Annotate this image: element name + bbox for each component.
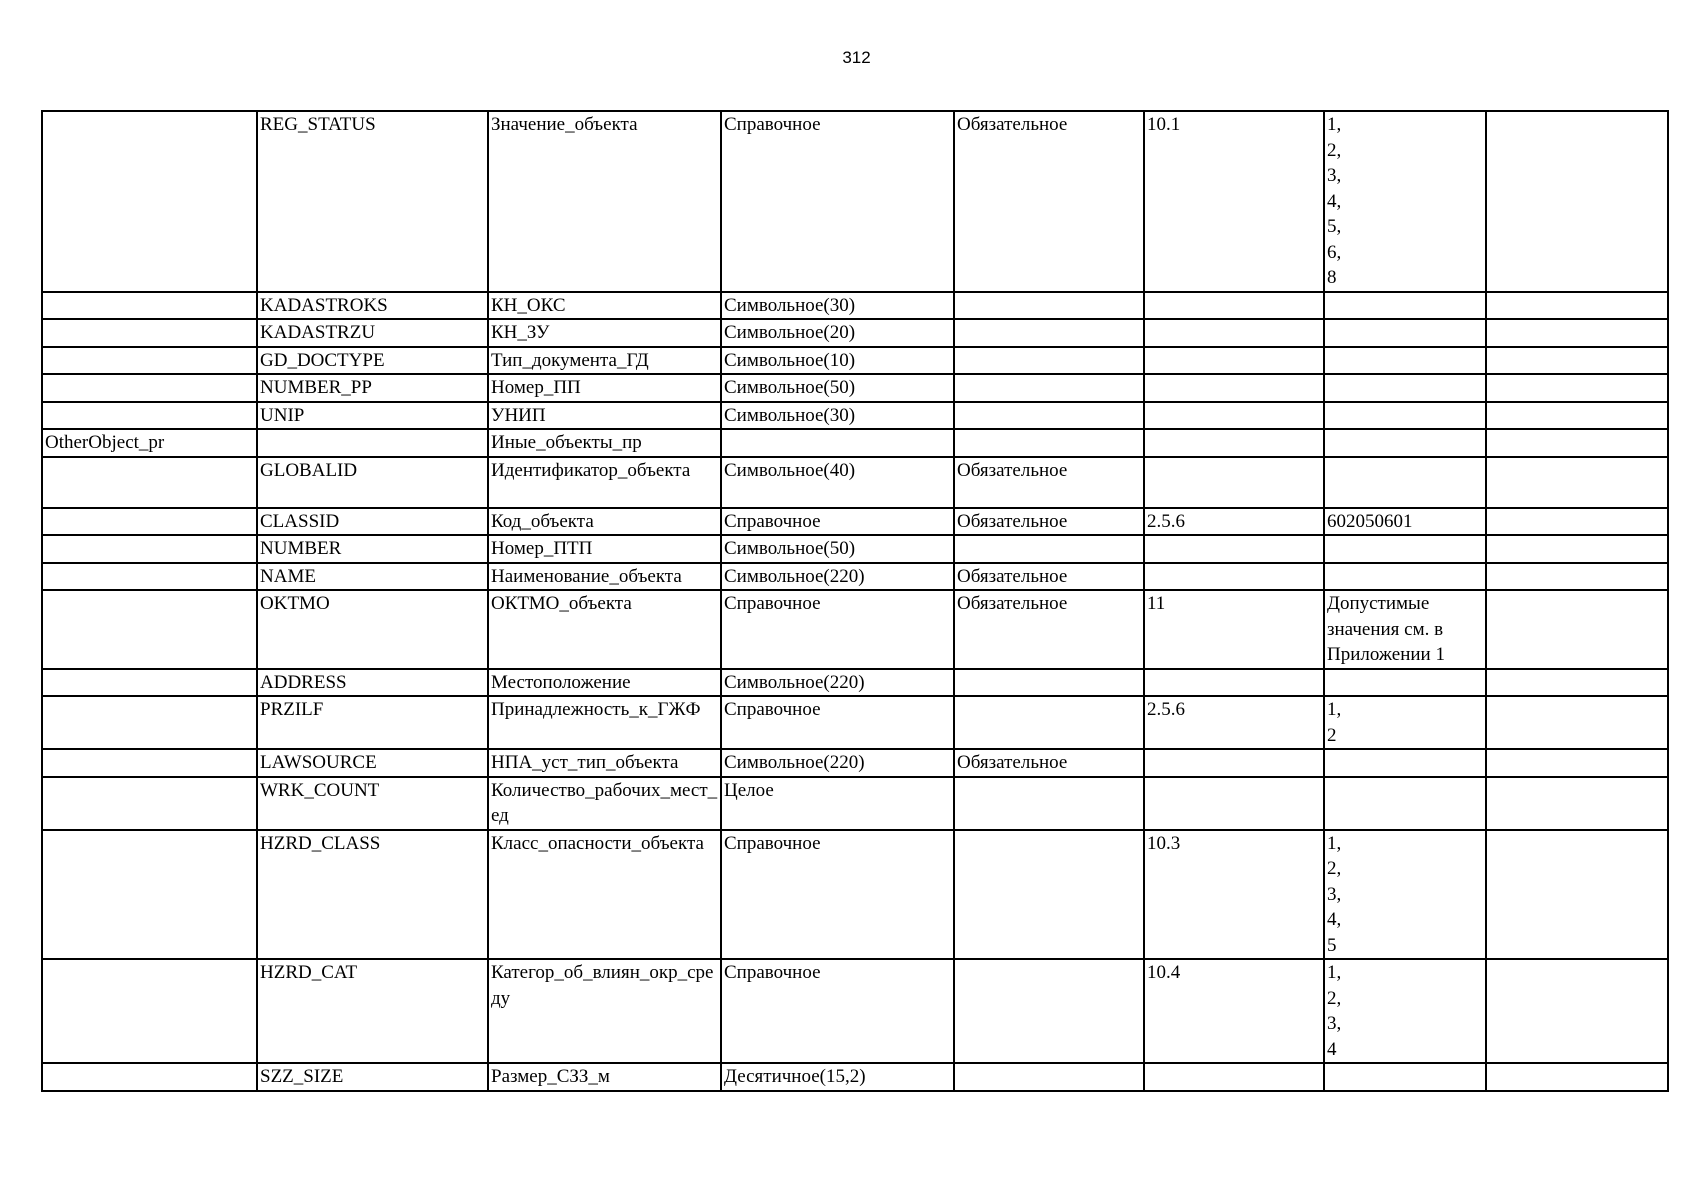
- obligation-cell: [954, 1063, 1144, 1091]
- table-row: [42, 535, 1668, 563]
- obligation-cell: [954, 696, 1144, 749]
- data-type-cell: Символьное(220): [721, 669, 954, 697]
- table-row: [42, 959, 1668, 1063]
- attribute-code-cell: REG_STATUS: [257, 111, 488, 292]
- attribute-code-cell: ADDRESS: [257, 669, 488, 697]
- attribute-code-cell: OKTMO: [257, 590, 488, 669]
- table-row: [42, 749, 1668, 777]
- attribute-name-cell: Местоположение: [488, 669, 721, 697]
- class-cell: OtherObject_pr: [42, 429, 257, 457]
- values-cell: Допустимые значения см. в Приложении 1: [1324, 590, 1486, 669]
- table-row: [42, 830, 1668, 960]
- note-cell: [1486, 777, 1668, 830]
- attribute-name-cell: ОКТМО_объекта: [488, 590, 721, 669]
- attribute-code-cell: GD_DOCTYPE: [257, 347, 488, 375]
- obligation-cell: [954, 347, 1144, 375]
- reference-cell: [1144, 457, 1324, 508]
- obligation-cell: [954, 669, 1144, 697]
- class-cell: [42, 457, 257, 508]
- attribute-code-cell: CLASSID: [257, 508, 488, 536]
- attribute-code-cell: GLOBALID: [257, 457, 488, 508]
- attribute-code-cell: HZRD_CLASS: [257, 830, 488, 960]
- obligation-cell: Обязательное: [954, 508, 1144, 536]
- table-row: [42, 402, 1668, 430]
- attribute-code-cell: SZZ_SIZE: [257, 1063, 488, 1091]
- obligation-cell: Обязательное: [954, 749, 1144, 777]
- note-cell: [1486, 319, 1668, 347]
- values-cell: 1, 2: [1324, 696, 1486, 749]
- class-cell: [42, 749, 257, 777]
- class-cell: [42, 111, 257, 292]
- class-cell: [42, 347, 257, 375]
- class-cell: [42, 374, 257, 402]
- table-row: [42, 457, 1668, 508]
- reference-cell: [1144, 777, 1324, 830]
- class-cell: [42, 590, 257, 669]
- note-cell: [1486, 429, 1668, 457]
- obligation-cell: [954, 777, 1144, 830]
- attribute-name-cell: НПА_уст_тип_объекта: [488, 749, 721, 777]
- data-type-cell: Справочное: [721, 508, 954, 536]
- attribute-code-cell: NUMBER_PP: [257, 374, 488, 402]
- attribute-code-cell: [257, 429, 488, 457]
- note-cell: [1486, 535, 1668, 563]
- reference-cell: [1144, 319, 1324, 347]
- attribute-name-cell: Класс_опасности_объекта: [488, 830, 721, 960]
- data-type-cell: Справочное: [721, 111, 954, 292]
- data-type-cell: Символьное(10): [721, 347, 954, 375]
- values-cell: [1324, 563, 1486, 591]
- note-cell: [1486, 959, 1668, 1063]
- obligation-cell: Обязательное: [954, 111, 1144, 292]
- class-cell: [42, 508, 257, 536]
- class-cell: [42, 1063, 257, 1091]
- reference-cell: [1144, 563, 1324, 591]
- reference-cell: [1144, 402, 1324, 430]
- note-cell: [1486, 374, 1668, 402]
- values-cell: [1324, 535, 1486, 563]
- values-cell: 1, 2, 3, 4, 5: [1324, 830, 1486, 960]
- values-cell: [1324, 347, 1486, 375]
- attribute-name-cell: Категор_об_влиян_окр_среду: [488, 959, 721, 1063]
- attribute-name-cell: Значение_объекта: [488, 111, 721, 292]
- attribute-code-cell: NUMBER: [257, 535, 488, 563]
- data-type-cell: Символьное(30): [721, 402, 954, 430]
- data-type-cell: Символьное(30): [721, 292, 954, 320]
- note-cell: [1486, 830, 1668, 960]
- reference-cell: 10.1: [1144, 111, 1324, 292]
- data-type-cell: Символьное(220): [721, 563, 954, 591]
- attribute-name-cell: Идентификатор_объекта: [488, 457, 721, 508]
- table-row: [42, 508, 1668, 536]
- attribute-code-cell: PRZILF: [257, 696, 488, 749]
- table-row: [42, 1063, 1668, 1091]
- obligation-cell: [954, 535, 1144, 563]
- reference-cell: 2.5.6: [1144, 508, 1324, 536]
- attribute-code-cell: KADASTROKS: [257, 292, 488, 320]
- values-cell: [1324, 429, 1486, 457]
- data-type-cell: [721, 429, 954, 457]
- values-cell: [1324, 777, 1486, 830]
- values-cell: 1, 2, 3, 4, 5, 6, 8: [1324, 111, 1486, 292]
- data-type-cell: Символьное(50): [721, 374, 954, 402]
- note-cell: [1486, 590, 1668, 669]
- values-cell: 602050601: [1324, 508, 1486, 536]
- obligation-cell: [954, 429, 1144, 457]
- table-row: [42, 696, 1668, 749]
- class-cell: [42, 696, 257, 749]
- class-cell: [42, 777, 257, 830]
- note-cell: [1486, 402, 1668, 430]
- attribute-code-cell: NAME: [257, 563, 488, 591]
- attribute-table: [41, 110, 1669, 1092]
- note-cell: [1486, 669, 1668, 697]
- reference-cell: 10.4: [1144, 959, 1324, 1063]
- table-row: [42, 563, 1668, 591]
- data-type-cell: Символьное(40): [721, 457, 954, 508]
- obligation-cell: Обязательное: [954, 590, 1144, 669]
- note-cell: [1486, 696, 1668, 749]
- data-type-cell: Справочное: [721, 959, 954, 1063]
- data-type-cell: Справочное: [721, 830, 954, 960]
- note-cell: [1486, 1063, 1668, 1091]
- obligation-cell: [954, 830, 1144, 960]
- data-type-cell: Справочное: [721, 590, 954, 669]
- attribute-name-cell: КН_ОКС: [488, 292, 721, 320]
- attribute-name-cell: КН_ЗУ: [488, 319, 721, 347]
- values-cell: [1324, 457, 1486, 508]
- note-cell: [1486, 508, 1668, 536]
- attribute-code-cell: UNIP: [257, 402, 488, 430]
- table-row: [42, 590, 1668, 669]
- reference-cell: [1144, 749, 1324, 777]
- note-cell: [1486, 292, 1668, 320]
- data-type-cell: Справочное: [721, 696, 954, 749]
- note-cell: [1486, 563, 1668, 591]
- table-row: [42, 111, 1668, 292]
- note-cell: [1486, 749, 1668, 777]
- attribute-code-cell: WRK_COUNT: [257, 777, 488, 830]
- reference-cell: [1144, 374, 1324, 402]
- data-type-cell: Символьное(20): [721, 319, 954, 347]
- table-row: [42, 347, 1668, 375]
- table-body: [42, 111, 1668, 1091]
- class-cell: [42, 563, 257, 591]
- reference-cell: 2.5.6: [1144, 696, 1324, 749]
- values-cell: [1324, 402, 1486, 430]
- table-row: [42, 319, 1668, 347]
- class-cell: [42, 830, 257, 960]
- obligation-cell: [954, 319, 1144, 347]
- values-cell: [1324, 292, 1486, 320]
- data-type-cell: Целое: [721, 777, 954, 830]
- values-cell: 1, 2, 3, 4: [1324, 959, 1486, 1063]
- obligation-cell: [954, 292, 1144, 320]
- table-row: [42, 777, 1668, 830]
- class-cell: [42, 959, 257, 1063]
- attribute-name-cell: Тип_документа_ГД: [488, 347, 721, 375]
- note-cell: [1486, 111, 1668, 292]
- class-cell: [42, 319, 257, 347]
- class-cell: [42, 292, 257, 320]
- obligation-cell: Обязательное: [954, 563, 1144, 591]
- table-row: [42, 374, 1668, 402]
- values-cell: [1324, 749, 1486, 777]
- data-type-cell: Символьное(220): [721, 749, 954, 777]
- values-cell: [1324, 1063, 1486, 1091]
- attribute-name-cell: Номер_ПТП: [488, 535, 721, 563]
- values-cell: [1324, 669, 1486, 697]
- table-row: [42, 429, 1668, 457]
- note-cell: [1486, 457, 1668, 508]
- class-cell: [42, 535, 257, 563]
- page-number: 312: [842, 48, 871, 67]
- reference-cell: 11: [1144, 590, 1324, 669]
- table-row: [42, 669, 1668, 697]
- data-type-cell: Десятичное(15,2): [721, 1063, 954, 1091]
- values-cell: [1324, 319, 1486, 347]
- attribute-name-cell: Наименование_объекта: [488, 563, 721, 591]
- reference-cell: [1144, 1063, 1324, 1091]
- attribute-name-cell: Принадлежность_к_ГЖФ: [488, 696, 721, 749]
- note-cell: [1486, 347, 1668, 375]
- attribute-name-cell: Номер_ПП: [488, 374, 721, 402]
- class-cell: [42, 402, 257, 430]
- obligation-cell: [954, 959, 1144, 1063]
- obligation-cell: Обязательное: [954, 457, 1144, 508]
- attribute-name-cell: УНИП: [488, 402, 721, 430]
- attribute-name-cell: Количество_рабочих_мест_ед: [488, 777, 721, 830]
- values-cell: [1324, 374, 1486, 402]
- class-cell: [42, 669, 257, 697]
- attribute-code-cell: LAWSOURCE: [257, 749, 488, 777]
- data-type-cell: Символьное(50): [721, 535, 954, 563]
- attribute-name-cell: Размер_СЗЗ_м: [488, 1063, 721, 1091]
- table-row: [42, 292, 1668, 320]
- attribute-code-cell: HZRD_CAT: [257, 959, 488, 1063]
- reference-cell: 10.3: [1144, 830, 1324, 960]
- reference-cell: [1144, 347, 1324, 375]
- attribute-code-cell: KADASTRZU: [257, 319, 488, 347]
- obligation-cell: [954, 374, 1144, 402]
- reference-cell: [1144, 292, 1324, 320]
- attribute-name-cell: Код_объекта: [488, 508, 721, 536]
- attribute-name-cell: Иные_объекты_пр: [488, 429, 721, 457]
- reference-cell: [1144, 669, 1324, 697]
- obligation-cell: [954, 402, 1144, 430]
- reference-cell: [1144, 535, 1324, 563]
- reference-cell: [1144, 429, 1324, 457]
